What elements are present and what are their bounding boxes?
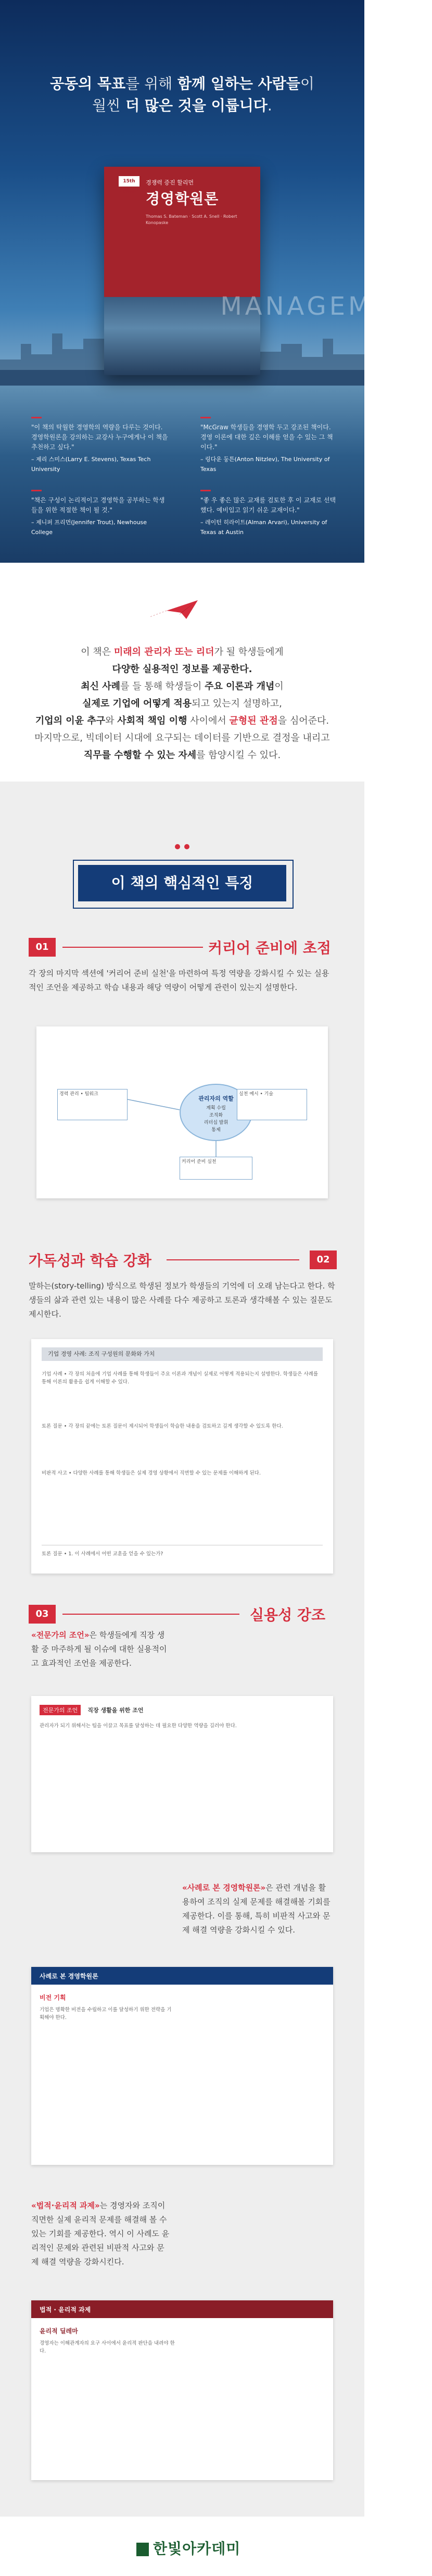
section-divider	[62, 1614, 239, 1615]
intro-section	[0, 563, 364, 782]
diagram-bottom-box: 커리어 준비 실천	[180, 1157, 252, 1180]
diagram-item: 리더십 발휘	[204, 1120, 228, 1125]
headline-part: 함께 일하는 사람들	[177, 75, 300, 92]
book-authors: Thomas S. Bateman · Scott A. Snell · Robert Konopaske	[146, 214, 237, 225]
ethics-title: 윤리적 딜레마	[40, 2327, 78, 2335]
pin-icon	[175, 844, 180, 849]
story-card-head: 기업 경영 사례: 조직 구성원의 문화와 가치	[42, 1347, 323, 1361]
section-number: 01	[29, 938, 56, 957]
diagram-item: 통제	[211, 1128, 221, 1133]
publisher-logo[interactable]	[136, 2537, 240, 2558]
section-body	[182, 1881, 333, 1937]
section-number: 03	[29, 1605, 56, 1624]
headline-part: 공동의 목표	[50, 75, 126, 92]
quote-bar	[31, 417, 42, 418]
case-card	[31, 1967, 333, 2165]
quote-text: "좋 우 좋은 많은 교재를 검토한 후 이 교재로 선택했다. 예비입고 읽기 쉬운 교재이다."	[200, 497, 336, 514]
diagram-card	[36, 1026, 328, 1198]
ethics-tag: 법적 · 윤리적 과제	[40, 2306, 91, 2313]
quote-author: – 레이턴 히라이트(Alman Arvari), University of Texas at Austin	[200, 519, 327, 536]
pin-icon	[184, 844, 189, 849]
book-cover	[104, 167, 260, 375]
expert-tag-row	[40, 1704, 143, 1715]
story-card	[31, 1339, 333, 1574]
section-number: 02	[310, 1250, 337, 1269]
review-quote	[200, 490, 338, 537]
quote-text: "책은 구성이 논리적이고 경영학을 공부하는 학생들을 위한 적절한 책이 될 것."	[31, 497, 165, 514]
review-quote	[31, 417, 169, 474]
headline-part: 를 위해	[125, 75, 173, 92]
expert-paragraph: 관리자가 되기 위해서는 팀을 이끌고 목표를 달성하는 데 필요한 다양한 역량을 길러야 한다.	[40, 1723, 237, 1729]
story-footnote: 토론 질문 • 1. 이 사례에서 어떤 교훈을 얻을 수 있는가?	[42, 1551, 163, 1557]
intro-text	[0, 643, 364, 764]
intro-highlight: 균형된 관점	[229, 715, 278, 726]
section-title: 커리어 준비에 초점	[208, 939, 331, 957]
section-body	[31, 1628, 172, 1670]
quote-author: – 제니퍼 프리먼(Jennifer Trout), Newhouse College	[31, 519, 147, 536]
expert-tag: 전문가의 조언	[40, 1705, 81, 1715]
quote-text: "McGraw 학생들을 경영학 두고 강조된 책이다. 경영 이론에 대한 깊은 이해를 얻을 수 있는 그 책이다."	[200, 424, 333, 451]
section-divider	[167, 1259, 299, 1260]
section-text: 은 관련 개념을 활용하여 조직의 실제 문제를 해결해볼 기회를 제공한다. 이를 통해, 특히 비판적 사고와 문제 해결 역량을 강화시킬 수 있다.	[182, 1883, 331, 1935]
intro-span: 와	[105, 715, 115, 726]
section-body: 말하는(story-telling) 방식으로 학생된 정보가 학생들의 기억에 더 오래 남는다고 한다. 학생들의 삶과 관련 있는 내용이 많은 사례를 다수 제공하고 토론과 생각해볼 수 있는 질문도 제시한다.	[29, 1281, 335, 1319]
diagram-item: 조직화	[209, 1113, 223, 1118]
review-quote	[31, 490, 169, 537]
diagram-center-title: 관리자의 역할	[198, 1095, 234, 1102]
intro-span: 되고 있는지 설명하고,	[192, 698, 282, 709]
intro-line: 마지막으로, 빅데이터 시대에 요구되는 데이터를 기반으로 결정을 내리고	[34, 733, 330, 744]
expert-card	[31, 1696, 333, 1852]
review-quote	[200, 417, 338, 474]
headline-part: 더 많은 것을 이룹니다	[125, 97, 268, 114]
expert-title: 직장 생활을 위한 조언	[87, 1707, 144, 1714]
headline-part: 월씬	[92, 97, 121, 114]
section-emphasis: «법적·윤리적 과제»	[31, 2201, 100, 2210]
ethics-card-header	[31, 2300, 333, 2318]
quote-bar	[200, 490, 211, 491]
case-tag: 사례로 본 경영학원론	[40, 1973, 98, 1980]
section-emphasis: «전문가의 조언»	[31, 1630, 90, 1640]
book-subtitle: 경쟁력 증진 할리먼	[146, 179, 194, 186]
ethics-card	[31, 2300, 333, 2480]
hero-headline	[0, 73, 364, 117]
diagram-left-box: 경력 관리 • 팀워크	[57, 1089, 128, 1120]
intro-strong: 최신 사례	[81, 681, 121, 692]
publisher-logo-text: 한빛아카데미	[153, 2540, 241, 2557]
intro-strong: 직무를 수행할 수 있는 자세	[83, 750, 197, 761]
quote-author: – 제리 스미스(Larry E. Stevens), Texas Tech University	[31, 456, 151, 473]
intro-span: 사이에서	[190, 715, 226, 726]
headline-part: .	[267, 97, 272, 114]
section-title: 가독성과 학습 강화	[29, 1252, 151, 1269]
section-text: 는 경영자와 조직이 직면한 실제 윤리적 문제를 해결해 볼 수 있는 기회를 제공한다. 역시 이 사례도 윤리적인 문제와 관련된 비판적 사고와 문제 해결 역량을 강화시킨다.	[31, 2201, 170, 2267]
intro-span: 를 들 통해 학생들이	[120, 681, 202, 692]
intro-span: 가 될 학생들에게	[214, 647, 284, 658]
section-title: 실용성 강조	[250, 1606, 325, 1624]
section-body	[31, 2199, 172, 2269]
intro-strong: 실제로 기업에 어떻게 적용	[82, 698, 192, 709]
intro-strong: 기업의 이윤 추구	[35, 715, 106, 726]
book-edition-badge: 15th Edition	[119, 176, 139, 187]
features-title-text: 이 책의 핵심적인 특징	[111, 874, 253, 891]
story-paragraph: 토론 질문 • 각 장의 끝에는 토론 질문이 제시되어 학생들이 학습한 내용을 검토하고 깊게 생각할 수 있도록 한다.	[42, 1423, 283, 1429]
story-paragraph: 비판적 사고 • 다양한 사례를 통해 학생들은 실제 경영 상황에서 직면할 수 있는 문제를 이해하게 된다.	[42, 1470, 261, 1476]
section-divider	[62, 947, 203, 948]
hero-section	[0, 0, 432, 563]
section-emphasis: «사례로 본 경영학원론»	[182, 1883, 266, 1892]
intro-span: 이 책은	[81, 647, 111, 658]
intro-span: 를 함양시킬 수 있다.	[196, 750, 281, 761]
footer	[0, 2517, 364, 2576]
intro-span: 을 심어준다.	[277, 715, 329, 726]
quote-text: "이 책의 탁월한 경영학의 역량을 다루는 것이다. 경영학원론을 강의하는 교강사 누구에게나 이 책을 추천하고 싶다."	[31, 424, 168, 451]
logo-mark-icon	[136, 2543, 149, 2556]
intro-span: 이	[274, 681, 284, 692]
book-title: 경영학원론	[146, 190, 219, 207]
intro-strong: 주요 이론과 개념	[205, 681, 275, 692]
intro-highlight: 미래의 관리자 또는 리더	[113, 647, 214, 658]
section-body: 각 장의 마지막 섹션에 '커리어 준비 실천'을 마련하여 특정 역량을 강화시킬 수 있는 실용적인 조언을 제공하고 학습 내용과 해당 역량이 어떻게 관련이 있는지 설명한다.	[29, 969, 329, 992]
features-title	[78, 865, 286, 901]
ethics-paragraph: 경영자는 이해관계자의 요구 사이에서 윤리적 판단을 내려야 한다.	[40, 2340, 175, 2354]
section-text: 은 학생들에게 직장 생활 중 마주하게 될 이슈에 대한 실용적이고 효과적인 조언을 제공한다.	[31, 1630, 167, 1668]
case-paragraph: 기업은 명확한 비전을 수립하고 이를 달성하기 위한 전략을 기획해야 한다.	[40, 2007, 172, 2021]
management-watermark: MANAGEMENT	[220, 292, 432, 321]
paper-plane-icon	[166, 599, 199, 620]
diagram-item: 계획 수립	[206, 1106, 226, 1111]
diagram-right-box: 실천 예시 • 기술	[237, 1089, 307, 1120]
quote-bar	[200, 417, 211, 418]
features-section	[0, 782, 364, 2517]
headline-part: 이	[300, 75, 314, 92]
story-paragraph: 기업 사례 • 각 장의 처음에 기업 사례를 통해 학생들이 주요 이론과 개념이 실제로 어떻게 적용되는지 설명한다. 학생들은 사례를 통해 이론의 활용을 쉽게 이해할 수 있다.	[42, 1371, 319, 1385]
book-cover-red-panel	[104, 167, 260, 297]
intro-strong: 사회적 책임 이행	[117, 715, 187, 726]
intro-strong: 다양한 실용적인 정보를 제공한다.	[112, 664, 252, 675]
case-card-header	[31, 1967, 333, 1985]
quote-bar	[31, 490, 42, 491]
quote-author: – 링다운 둥튼(Anton Nitzlev), The University of Texas	[200, 456, 330, 473]
case-title: 비전 기획	[40, 1994, 66, 2001]
